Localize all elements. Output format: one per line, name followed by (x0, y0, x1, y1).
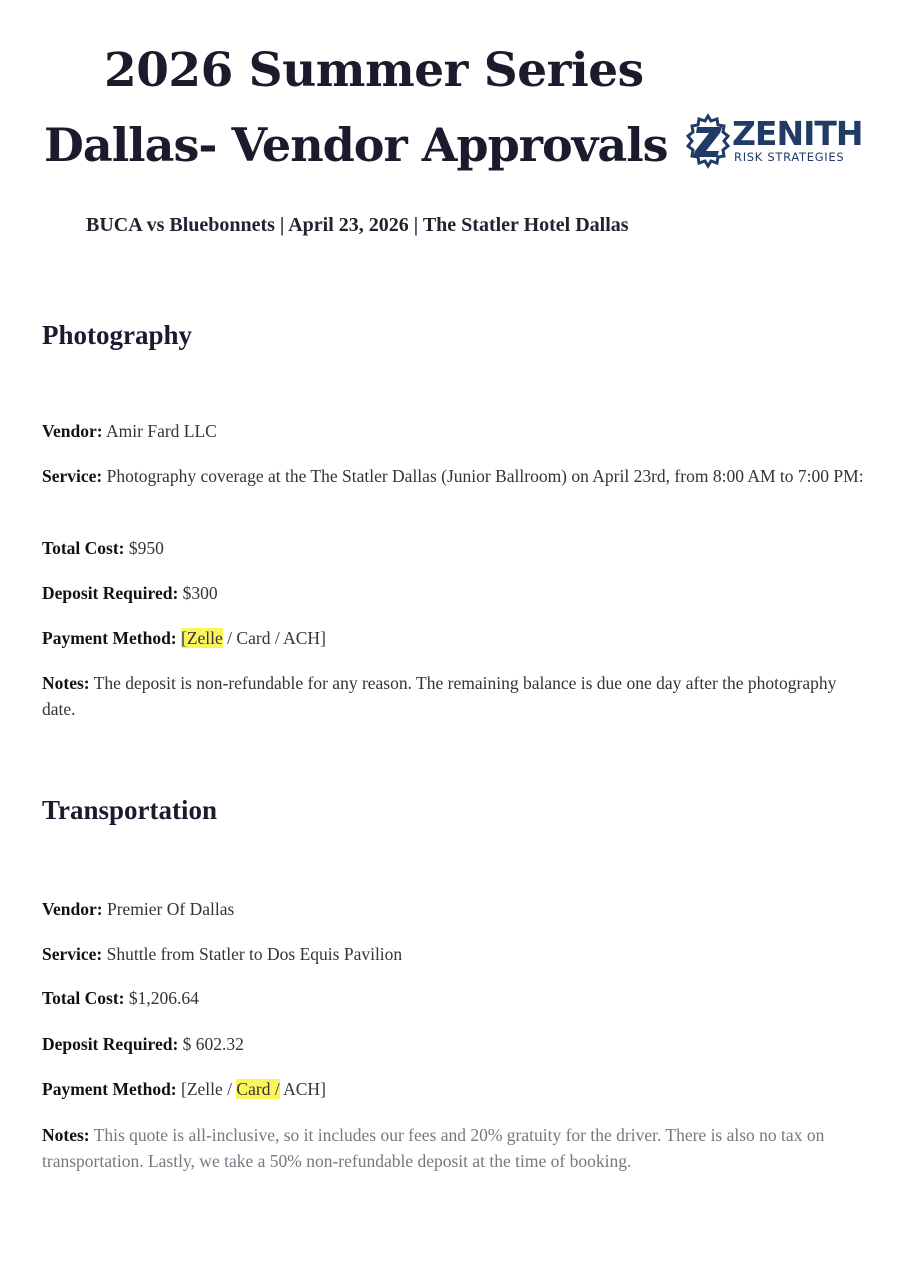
field-label: Payment Method: (42, 1079, 177, 1099)
photography-deposit-field (42, 580, 872, 606)
field-label: Service: (42, 944, 103, 964)
logo-brand-tagline: RISK STRATEGIES (734, 150, 845, 164)
field-value: $1,206.64 (128, 988, 199, 1008)
payment-option-card: Card (236, 628, 271, 648)
field-value: $ 602.32 (182, 1034, 244, 1054)
section-heading-photography: Photography (42, 320, 193, 350)
logo-brand-name: ZENITH (732, 114, 863, 153)
payment-option-ach: ACH (283, 628, 321, 648)
payment-option-ach: ACH (283, 1079, 321, 1099)
photography-service-field (42, 463, 872, 489)
transportation-payment-method-field (42, 1076, 872, 1102)
payment-option-card: Card (236, 1079, 271, 1099)
photography-vendor-field (42, 418, 872, 444)
payment-bracket-close: ] (320, 1079, 326, 1099)
field-label: Payment Method: (42, 628, 177, 648)
field-value: Photography coverage at the The Statler Dallas (Junior Ballroom) on April 23rd, from 8:00 AM to 7:00 PM: (106, 466, 864, 486)
field-label: Total Cost: (42, 988, 125, 1008)
zenith-logo (684, 112, 866, 172)
payment-bracket-close: ] (320, 628, 326, 648)
field-value: Premier Of Dallas (106, 899, 235, 919)
payment-option-zelle: Zelle (186, 628, 223, 648)
transportation-deposit-field (42, 1031, 872, 1057)
page-title-line-1: 2026 Summer Series (104, 43, 644, 98)
field-value: $300 (182, 583, 218, 603)
field-label: Deposit Required: (42, 583, 179, 603)
field-value: This quote is all-inclusive, so it includes our fees and 20% gratuity for the driver. There is also no tax on transportation. Lastly, we take a 50% non-refundable deposit at the time of booking. (42, 1125, 825, 1171)
transportation-total-cost-field (42, 985, 872, 1011)
section-heading-transportation: Transportation (42, 795, 218, 825)
photography-notes-field (42, 670, 872, 722)
payment-options: [Zelle / Card / ACH] (181, 1079, 326, 1099)
field-value: The deposit is non-refundable for any reason. The remaining balance is due one day after the photography date. (42, 673, 837, 719)
photography-payment-method-field (42, 625, 872, 651)
photography-total-cost-field (42, 535, 872, 561)
field-label: Service: (42, 466, 103, 486)
payment-options: [Zelle / Card / ACH] (181, 628, 326, 648)
field-label: Vendor: (42, 899, 103, 919)
payment-bracket-open: [ (181, 628, 187, 648)
field-value: Amir Fard LLC (106, 421, 217, 441)
field-label: Vendor: (42, 421, 103, 441)
field-value: $950 (128, 538, 164, 558)
zenith-z-logo-icon (684, 112, 732, 170)
field-label: Notes: (42, 1125, 90, 1145)
field-value: Shuttle from Statler to Dos Equis Pavilion (106, 944, 403, 964)
transportation-service-field (42, 941, 872, 967)
event-subtitle: BUCA vs Bluebonnets | April 23, 2026 | The Statler Hotel Dallas (86, 214, 629, 236)
field-label: Deposit Required: (42, 1034, 179, 1054)
transportation-notes-field (42, 1122, 872, 1174)
transportation-vendor-field (42, 896, 872, 922)
field-label: Notes: (42, 673, 90, 693)
field-label: Total Cost: (42, 538, 125, 558)
payment-option-zelle: Zelle (186, 1079, 223, 1099)
page-title-line-2: Dallas- Vendor Approvals (44, 118, 668, 172)
payment-bracket-open: [ (181, 1079, 187, 1099)
